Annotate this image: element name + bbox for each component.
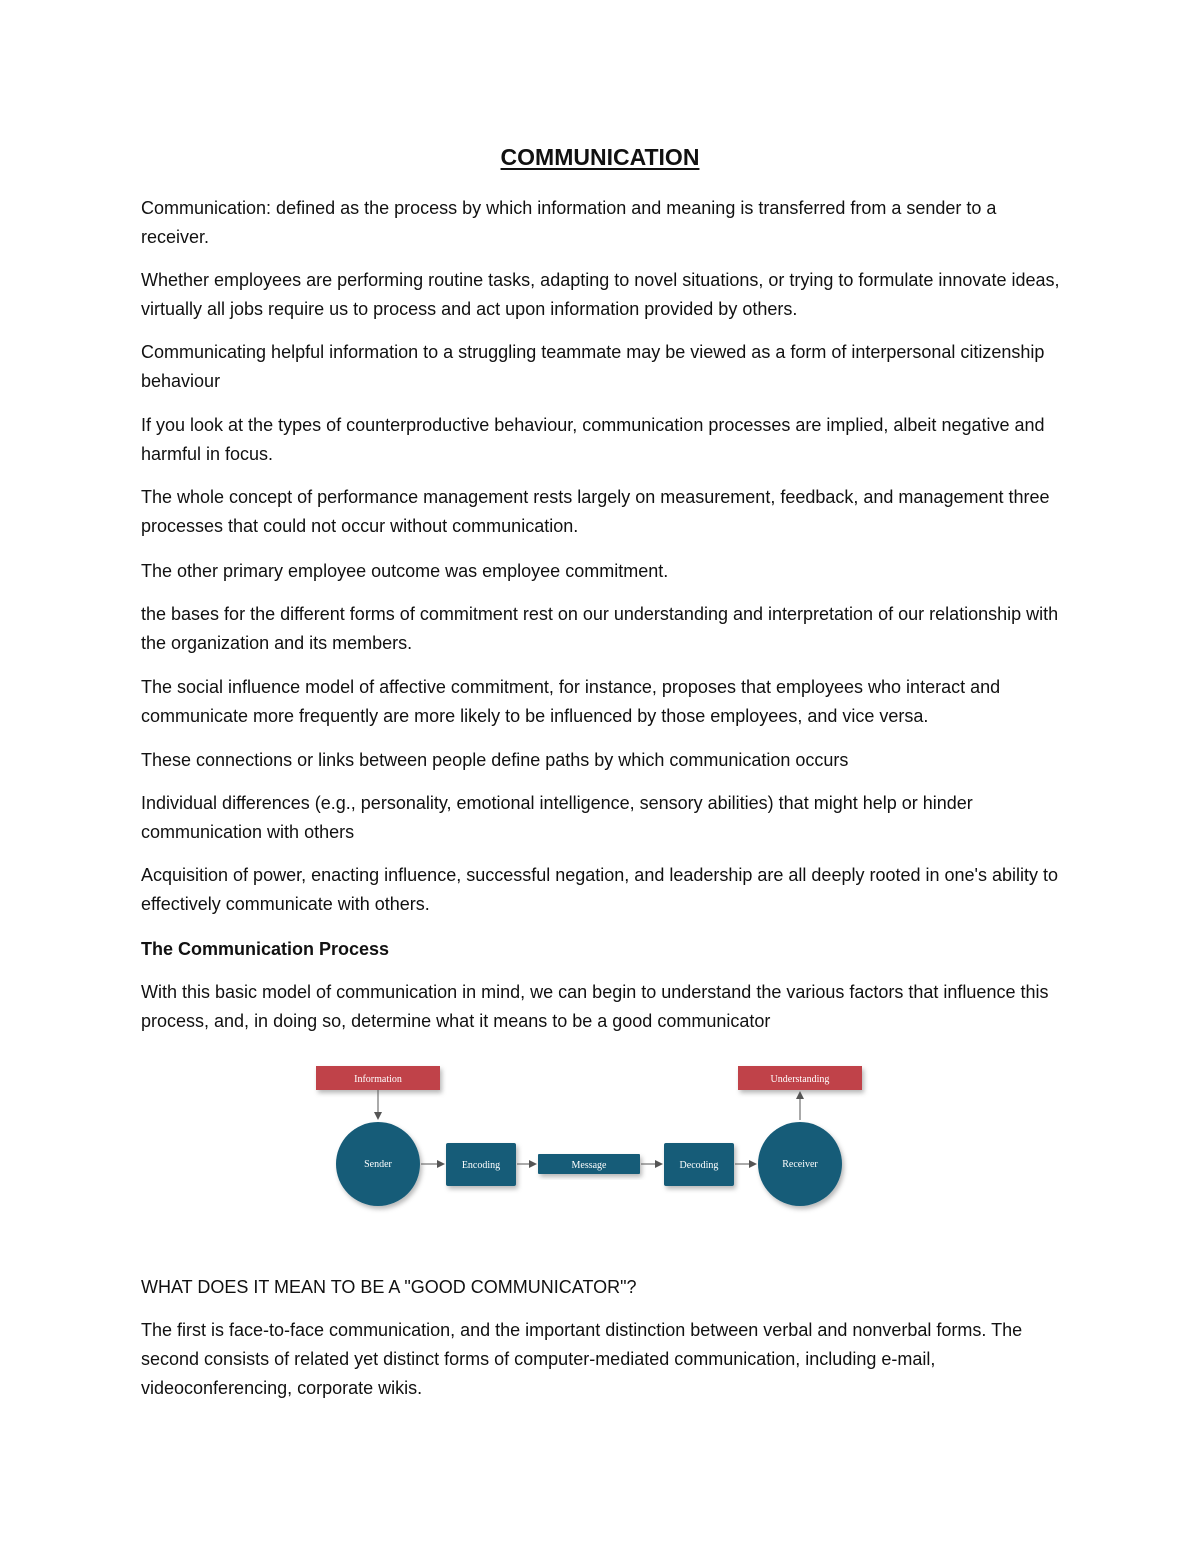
paragraph-bases-commitment: the bases for the different forms of commitment rest on our understanding and interpretation of our relationship with the organization and its members. [141,604,1059,653]
paragraph-closing: The first is face-to-face communication, and the important distinction between verbal and nonverbal forms. The second consists of related yet distinct forms of computer-mediated communication, including e-mail, videoconferencing, corporate wikis. [141,1320,1023,1398]
paragraph-individual-differences: Individual differences (e.g., personality, emotional intelligence, sensory abilities) that might help or hinder communication with others [141,793,973,842]
sender-node [336,1122,420,1206]
paragraph-employees-tasks: Whether employees are performing routine tasks, adapting to novel situations, or trying to formulate innovate ideas, virtually all jobs require us to process and act upon information provided by others. [141,270,1060,319]
paragraph-social-influence: The social influence model of affective commitment, for instance, proposes that employees who interact and communicate more frequently are more likely to be influenced by those employees, and vice versa. [141,677,1001,726]
understanding-box [738,1066,862,1090]
information-label: Information [354,1074,402,1085]
paragraph-process-intro: With this basic model of communication in mind, we can begin to understand the various factors that influence this process, and, in doing so, determine what it means to be a good communicator [141,982,1049,1031]
message-node [538,1154,640,1174]
question-heading: WHAT DOES IT MEAN TO BE A "GOOD COMMUNICATOR"? [141,1277,637,1297]
section-heading-communication-process: The Communication Process [141,939,390,959]
paragraph-acquisition-power: Acquisition of power, enacting influence, successful negation, and leadership are all deeply rooted in one's ability to effectively communicate with others. [141,865,1059,914]
paragraph-definition: Communication: defined as the process by which information and meaning is transferred from a sender to a receiver. [141,198,997,247]
paragraph-connections: These connections or links between people define paths by which communication occurs [141,750,849,770]
decoding-label: Decoding [679,1160,719,1171]
paragraph-citizenship: Communicating helpful information to a struggling teammate may be viewed as a form of interpersonal citizenship behaviour [141,342,1045,391]
paragraph-employee-commitment: The other primary employee outcome was employee commitment. [141,561,669,581]
encoding-node [446,1143,516,1186]
page-title: COMMUNICATION [500,144,700,170]
sender-label: Sender [364,1159,392,1170]
understanding-label: Understanding [770,1074,830,1085]
information-box [316,1066,440,1090]
message-label: Message [571,1160,607,1171]
encoding-label: Encoding [461,1160,501,1171]
paragraph-counterproductive: If you look at the types of counterproductive behaviour, communication processes are implied, albeit negative and harmful in focus. [141,415,1045,464]
decoding-node [664,1143,734,1186]
receiver-node [758,1122,842,1206]
receiver-label: Receiver [782,1159,818,1170]
paragraph-performance-management: The whole concept of performance management rests largely on measurement, feedback, and management three processes that could not occur without communication. [141,487,1050,536]
communication-process-diagram [300,1055,880,1230]
